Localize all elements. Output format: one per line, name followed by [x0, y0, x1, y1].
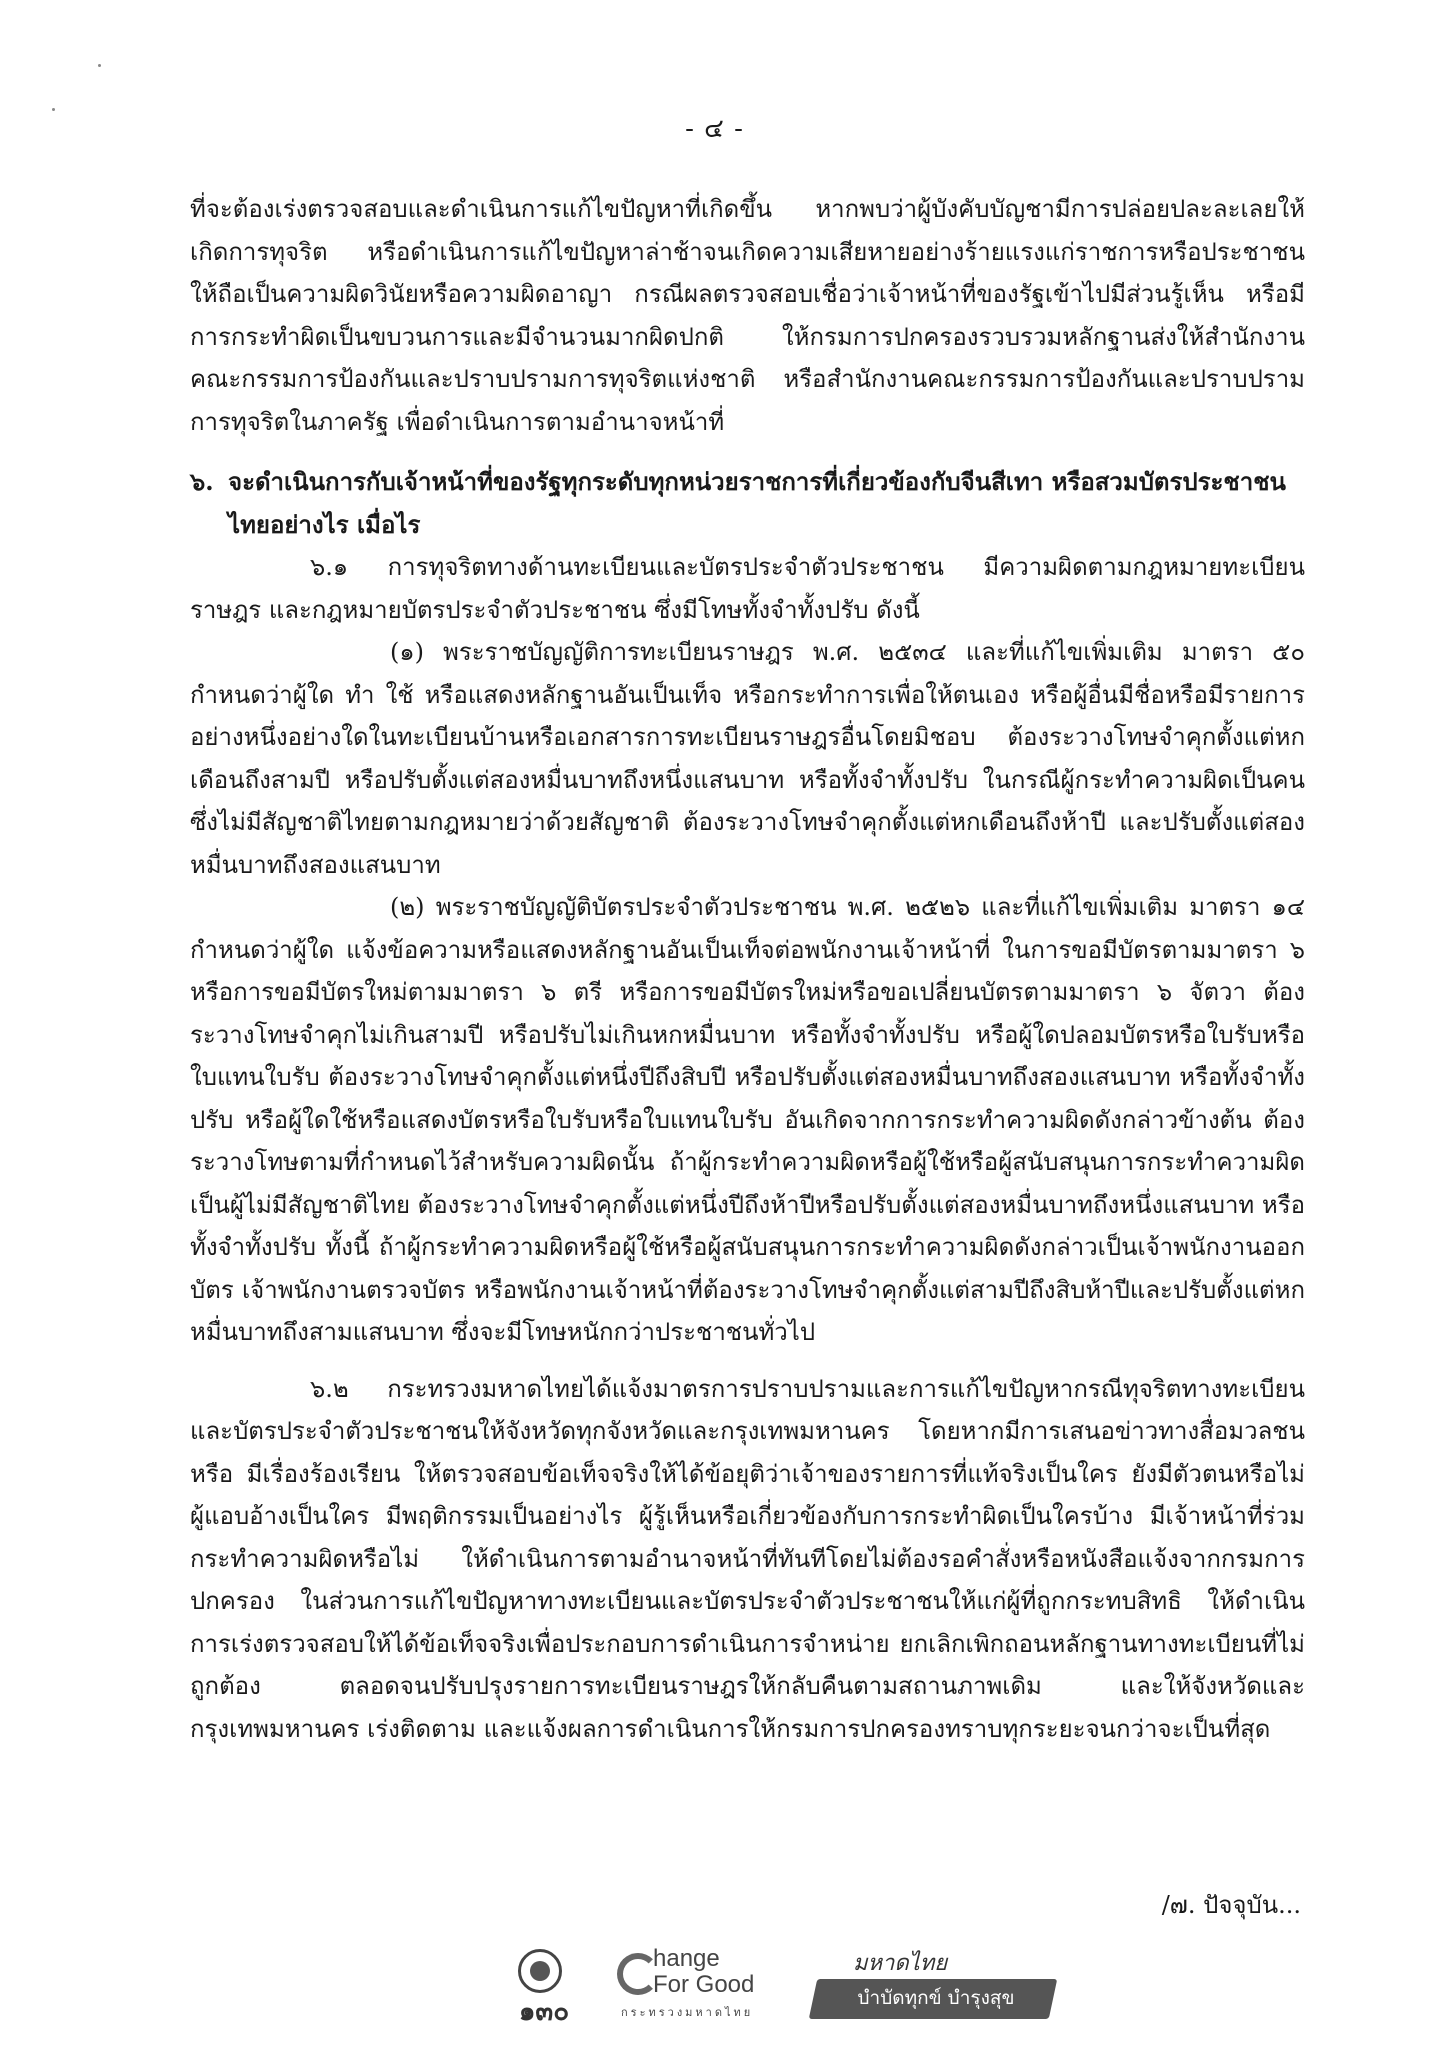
section-6-number: ๖. — [190, 467, 214, 496]
ministry-seal-icon — [518, 1949, 562, 1993]
logo-130-number: ๑๓๐ — [518, 1997, 570, 2027]
cfg-ministry: กระทรวงมหาดไทย — [621, 2006, 754, 2019]
continuation-marker: /๗. ปัจจุบัน... — [1161, 1891, 1301, 1919]
footer-logos — [500, 1945, 1320, 2025]
paragraph-6-1-2: (๒) พระราชบัญญัติบัตรประจำตัวประชาชน พ.ศ. ๒๕๒๖ และที่แก้ไขเพิ่มเติม มาตรา ๑๔ กำหนดว่าผู้ใด แจ้งข้อความหรือแสดงหลักฐานอันเป็นเท็จต่อพนักงานเจ้าหน้าที่ ในการขอมีบัตรตามมาตรา ๖ หรือการขอมีบัตรใหม่ตามมาตรา ๖ ตรี หรือการขอมีบัตรใหม่หรือขอเปลี่ยนบัตรตามมาตรา ๖ จัตวา ต้องระวางโทษจำคุกไม่เกินสามปี หรือปรับไม่เกินหกหมื่นบาท หรือทั้งจำทั้งปรับ หรือผู้ใดปลอมบัตรหรือใบรับหรือใบแทนใบรับ ต้องระวางโทษจำคุกตั้งแต่หนึ่งปีถึงสิบปี หรือปรับตั้งแต่สองหมื่นบาทถึงสองแสนบาท หรือทั้งจำทั้งปรับ หรือผู้ใดใช้หรือแสดงบัตรหรือใบรับหรือใบแทนใบรับ อันเกิดจากการกระทำความผิดดังกล่าวข้างต้น ต้องระวางโทษตามที่กำหนดไว้สำหรับความผิดนั้น ถ้าผู้กระทำความผิดหรือผู้ใช้หรือผู้สนับสนุนการกระทำความผิดเป็นผู้ไม่มีสัญชาติไทย ต้องระวางโทษจำคุกตั้งแต่หนึ่งปีถึงห้าปีหรือปรับตั้งแต่สองหมื่นบาทถึงหนึ่งแสนบาท หรือทั้งจำทั้งปรับ ทั้งนี้ ถ้าผู้กระทำความผิดหรือผู้ใช้หรือผู้สนับสนุนการกระทำความผิดดังกล่าวเป็นเจ้าพนักงานออกบัตร เจ้าพนักงานตรวจบัตร หรือพนักงานเจ้าหน้าที่ต้องระวางโทษจำคุกตั้งแต่สามปีถึงสิบห้าปีและปรับตั้งแต่หกหมื่นบาทถึงสามแสนบาท ซึ่งจะมีโทษหนักกว่าประชาชนทั่วไป — [190, 893, 1306, 1346]
slogan-banner-text: บำบัดทุกข์ บำรุงสุข — [857, 1987, 1015, 2009]
paragraph-6-1: ๖.๑ การทุจริตทางด้านทะเบียนและบัตรประจำตัวประชาชน มีความผิดตามกฎหมายทะเบียนราษฎร และกฎหมายบัตรประจำตัวประชาชน ซึ่งมีโทษทั้งจำทั้งปรับ ดังนี้ — [190, 553, 1305, 624]
section-6-heading — [190, 461, 1305, 546]
paragraph-6-1-1: (๑) พระราชบัญญัติการทะเบียนราษฎร พ.ศ. ๒๕๓๔ และที่แก้ไขเพิ่มเติม มาตรา ๕๐ กำหนดว่าผู้ใด ทำ ใช้ หรือแสดงหลักฐานอันเป็นเท็จ หรือกระทำการเพื่อให้ตนเอง หรือผู้อื่นมีชื่อหรือมีรายการอย่างหนึ่งอย่างใดในทะเบียนบ้านหรือเอกสารการทะเบียนราษฎรอื่นโดยมิชอบ ต้องระวางโทษจำคุกตั้งแต่หกเดือนถึงสามปี หรือปรับตั้งแต่สองหมื่นบาทถึงหนึ่งแสนบาท หรือทั้งจำทั้งปรับ ในกรณีผู้กระทำความผิดเป็นคนซึ่งไม่มีสัญชาติไทยตามกฎหมายว่าด้วยสัญชาติ ต้องระวางโทษจำคุกตั้งแต่หกเดือนถึงห้าปี และปรับตั้งแต่สองหมื่นบาทถึงสองแสนบาท — [190, 638, 1305, 879]
paragraph-6-2: ๖.๒ กระทรวงมหาดไทยได้แจ้งมาตรการปราบปรามและการแก้ไขปัญหากรณีทุจริตทางทะเบียนและบัตรประจำตัวประชาชนให้จังหวัดทุกจังหวัดและกรุงเทพมหานคร โดยหากมีการเสนอข่าวทางสื่อมวลชนหรือ มีเรื่องร้องเรียน ให้ตรวจสอบข้อเท็จจริงให้ได้ข้อยุติว่าเจ้าของรายการที่แท้จริงเป็นใคร ยังมีตัวตนหรือไม่ ผู้แอบอ้างเป็นใคร มีพฤติกรรมเป็นอย่างไร ผู้รู้เห็นหรือเกี่ยวข้องกับการกระทำผิดเป็นใครบ้าง มีเจ้าหน้าที่ร่วมกระทำความผิดหรือไม่ ให้ดำเนินการตามอำนาจหน้าที่ทันทีโดยไม่ต้องรอคำสั่งหรือหนังสือแจ้งจากกรมการปกครอง ในส่วนการแก้ไขปัญหาทางทะเบียนและบัตรประจำตัวประชาชนให้แก่ผู้ที่ถูกกระทบสิทธิ ให้ดำเนินการเร่งตรวจสอบให้ได้ข้อเท็จจริงเพื่อประกอบการดำเนินการจำหน่าย ยกเลิกเพิกถอนหลักฐานทางทะเบียนที่ไม่ถูกต้อง ตลอดจนปรับปรุงรายการทะเบียนราษฎรให้กลับคืนตามสถานภาพเดิม และให้จังหวัดและกรุงเทพมหานคร เร่งติดตาม และแจ้งผลการดำเนินการให้กรมการปกครองทราบทุกระยะจนกว่าจะเป็นที่สุด — [190, 1374, 1305, 1743]
section-6-heading-text: จะดำเนินการกับเจ้าหน้าที่ของรัฐทุกระดับทุกหน่วยราชการที่เกี่ยวข้องกับจีนสีเทา หรือสวมบัตรประชาชนไทยอย่างไร เมื่อไร — [228, 467, 1286, 539]
cfg-line-1: hange — [653, 1945, 720, 1972]
cfg-line-2: For Good — [653, 1971, 755, 1998]
anniversary-130-logo — [500, 1945, 585, 2025]
intro-paragraph: ที่จะต้องเร่งตรวจสอบและดำเนินการแก้ไขปัญหาที่เกิดขึ้น หากพบว่าผู้บังคับบัญชามีการปล่อยปละละเลยให้เกิดการทุจริต หรือดำเนินการแก้ไขปัญหาล่าช้าจนเกิดความเสียหายอย่างร้ายแรงแก่ราชการหรือประชาชน ให้ถือเป็นความผิดวินัยหรือความผิดอาญา กรณีผลตรวจสอบเชื่อว่าเจ้าหน้าที่ของรัฐเข้าไปมีส่วนรู้เห็น หรือมีการกระทำผิดเป็นขบวนการและมีจำนวนมากผิดปกติ ให้กรมการปกครองรวบรวมหลักฐานส่งให้สำนักงานคณะกรรมการป้องกันและปราบปรามการทุจริตแห่งชาติ หรือสำนักงานคณะกรรมการป้องกันและปราบปรามการทุจริตในภาครัฐ เพื่อดำเนินการตามอำนาจหน้าที่ — [190, 195, 1305, 436]
document-body — [190, 188, 1305, 1750]
slogan-signature: มหาดไทย — [853, 1951, 948, 1976]
slogan-logo — [813, 1945, 1063, 2025]
scan-speck — [98, 64, 101, 67]
change-for-good-logo — [617, 1945, 797, 2025]
page-number: - ๔ - — [685, 114, 744, 144]
